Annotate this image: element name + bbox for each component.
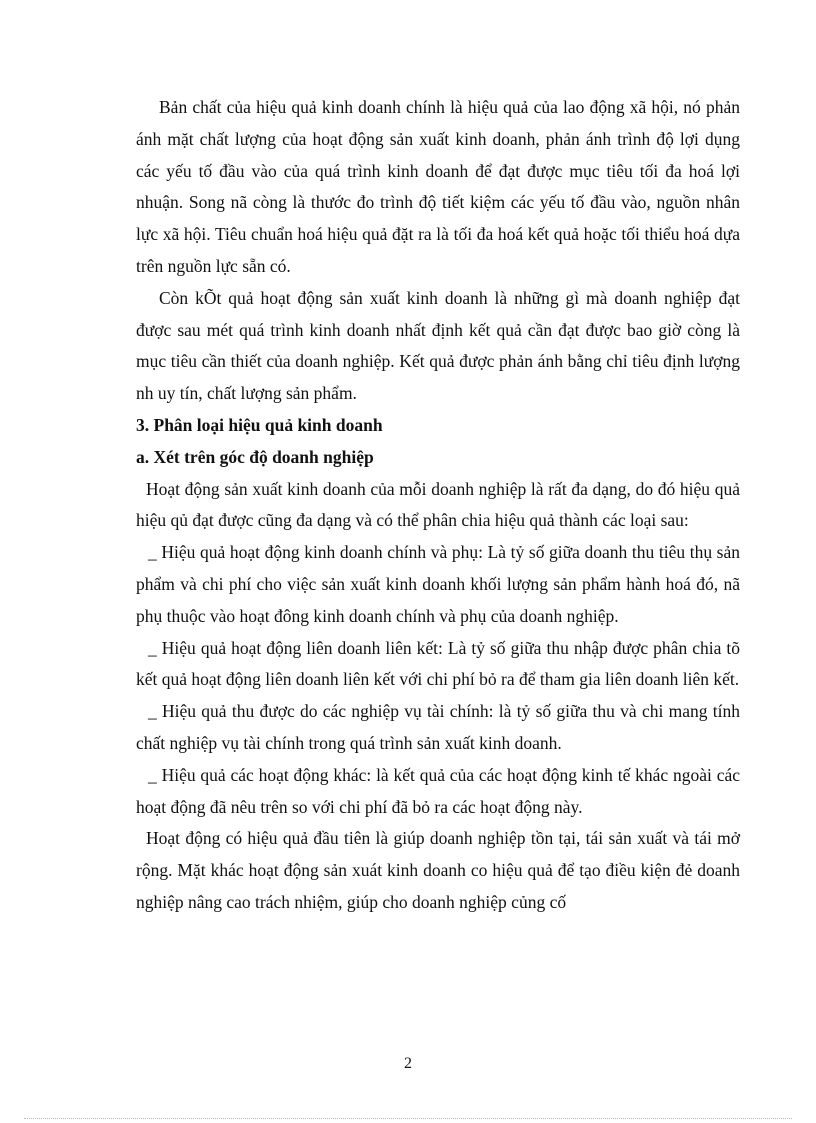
page-divider <box>24 1118 792 1119</box>
list-item: _ Hiệu quả hoạt động kinh doanh chính và phụ: Là tỷ số giữa doanh thu tiêu thụ sản phẩm và chi phí cho việc sản xuất kinh doanh khối lượng sản phẩm hành hoá đó, nã phụ thuộc vào hoạt đông kinh doanh chính và phụ của doanh nghiệp. <box>136 542 740 626</box>
list-item: _ Hiệu quả các hoạt động khác: là kết quả của các hoạt động kinh tế khác ngoài các hoạt động đã nêu trên so với chi phí đã bỏ ra các hoạt động này. <box>136 764 740 817</box>
list-item: _ Hiệu quả thu được do các nghiệp vụ tài chính: là tỷ số giữa thu và chi mang tính chất nghiệp vụ tài chính trong quá trình sản xuất kinh doanh. <box>136 701 740 753</box>
paragraph: Bản chất của hiệu quả kinh doanh chính là hiệu quả của lao động xã hội, nó phản ánh mặt chất lượng của hoạt động sản xuất kinh doanh, phản ánh trình độ lợi dụng các yếu tố đầu vào của quá trình kinh doanh để đạt được mục tiêu tối đa hoá lợi nhuận. Song nã còng là thước đo trình độ tiết kiệm các yếu tố đầu vào, nguồn nhân lực xã hội. Tiêu chuẩn hoá hiệu quả đặt ra là tối đa hoá kết quả hoặc tối thiểu hoá dựa trên nguồn lực sẵn có. <box>136 97 740 276</box>
section-heading: 3. Phân loại hiệu quả kinh doanh <box>136 414 383 435</box>
paragraph: Hoạt động có hiệu quả đầu tiên là giúp doanh nghiệp tồn tại, tái sản xuất và tái mở rộng. Mặt khác hoạt động sản xuát kinh doanh co hiệu quả để tạo điều kiện đẻ doanh nghiệp nâng cao trách nhiệm, giúp cho doanh nghiệp củng cố <box>136 828 740 912</box>
document-body <box>136 92 740 919</box>
page-number: 2 <box>404 1055 412 1072</box>
paragraph: Còn kÕt quả hoạt động sản xuất kinh doanh là những gì mà doanh nghiệp đạt được sau mét quá trình kinh doanh nhất định kết quả cần đạt được bao giờ còng là mục tiêu cần thiết của doanh nghiệp. Kết quả được phản ánh bằng chỉ tiêu định lượng nh uy tín, chất lượng sản phẩm. <box>136 287 740 404</box>
list-item: _ Hiệu quả hoạt động liên doanh liên kết: Là tỷ số giữa thu nhập được phân chia tõ kết quả hoạt động liên doanh liên kết với chi phí bỏ ra để tham gia liên doanh liên kết. <box>136 637 740 690</box>
paragraph: Hoạt động sản xuất kinh doanh của mỗi doanh nghiệp là rất đa dạng, do đó hiệu quả hiệu qủ đạt được cũng đa dạng và có thể phân chia hiệu quả thành các loại sau: <box>136 478 740 531</box>
subsection-heading: a. Xét trên góc độ doanh nghiệp <box>136 446 374 467</box>
